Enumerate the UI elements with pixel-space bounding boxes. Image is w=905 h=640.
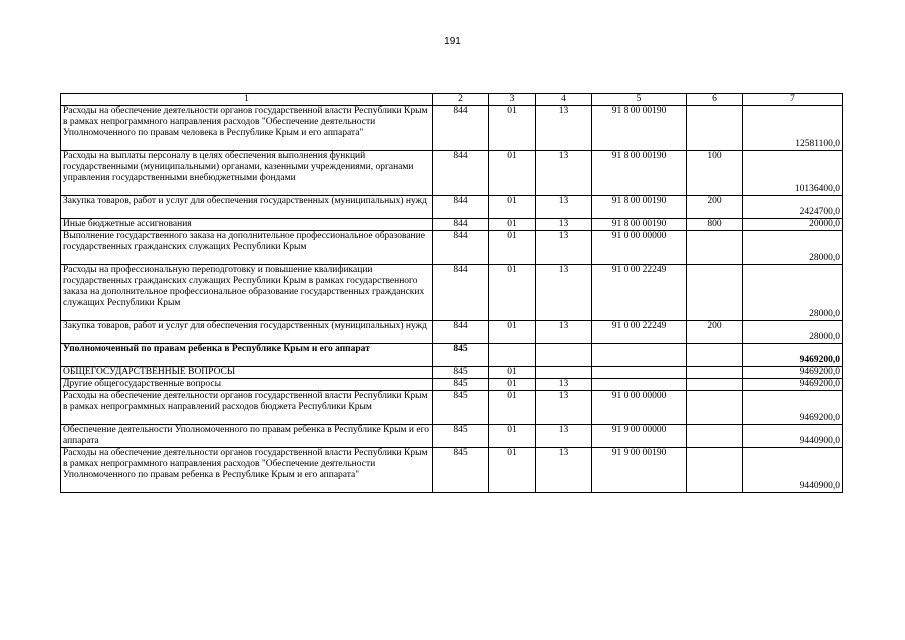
section-code-cell: 01 — [489, 151, 536, 196]
amount-cell: 20000,0 — [743, 219, 843, 231]
ministry-code-cell: 845 — [433, 344, 489, 367]
expense-type-cell — [687, 379, 743, 391]
section-code-cell: 01 — [489, 425, 536, 448]
expense-type-cell — [687, 448, 743, 493]
amount-cell: 2424700,0 — [743, 196, 843, 219]
column-header: 1 — [61, 94, 433, 106]
table-row — [61, 448, 843, 493]
amount-cell: 9469200,0 — [743, 391, 843, 425]
section-code-cell: 01 — [489, 321, 536, 344]
row-name-cell: Иные бюджетные ассигнования — [61, 219, 433, 231]
section-code-cell — [489, 344, 536, 367]
amount-cell: 9440900,0 — [743, 448, 843, 493]
ministry-code-cell: 845 — [433, 448, 489, 493]
subsection-code-cell — [536, 344, 592, 367]
amount-cell: 9469200,0 — [743, 379, 843, 391]
ministry-code-cell: 844 — [433, 219, 489, 231]
subsection-code-cell: 13 — [536, 219, 592, 231]
table-row — [61, 367, 843, 379]
expense-type-cell — [687, 106, 743, 151]
amount-cell: 9469200,0 — [743, 344, 843, 367]
row-name-cell: Закупка товаров, работ и услуг для обеспечения государственных (муниципальных) нужд — [61, 321, 433, 344]
section-code-cell: 01 — [489, 379, 536, 391]
subsection-code-cell: 13 — [536, 379, 592, 391]
expense-type-cell — [687, 344, 743, 367]
ministry-code-cell: 844 — [433, 106, 489, 151]
amount-cell: 9440900,0 — [743, 425, 843, 448]
row-name-cell: ОБЩЕГОСУДАРСТВЕННЫЕ ВОПРОСЫ — [61, 367, 433, 379]
target-article-cell: 91 0 00 22249 — [592, 321, 687, 344]
ministry-code-cell: 844 — [433, 196, 489, 219]
target-article-cell — [592, 367, 687, 379]
expense-type-cell: 200 — [687, 321, 743, 344]
subsection-code-cell: 13 — [536, 265, 592, 321]
budget-table — [60, 93, 843, 493]
target-article-cell: 91 8 00 00190 — [592, 196, 687, 219]
section-code-cell: 01 — [489, 219, 536, 231]
subsection-code-cell: 13 — [536, 425, 592, 448]
target-article-cell: 91 9 00 00000 — [592, 425, 687, 448]
target-article-cell: 91 9 00 00190 — [592, 448, 687, 493]
section-code-cell: 01 — [489, 367, 536, 379]
amount-cell: 28000,0 — [743, 231, 843, 265]
column-header: 3 — [489, 94, 536, 106]
section-code-cell: 01 — [489, 106, 536, 151]
ministry-code-cell: 844 — [433, 231, 489, 265]
section-code-cell: 01 — [489, 448, 536, 493]
row-name-cell: Расходы на обеспечение деятельности органов государственной власти Республики Крым в рамках непрограммного направления расходов "Обеспечение деятельности Уполномоченного по правам человека в Республике Крым и его аппарата" — [61, 106, 433, 151]
column-header: 6 — [687, 94, 743, 106]
expense-type-cell: 800 — [687, 219, 743, 231]
subsection-code-cell: 13 — [536, 151, 592, 196]
row-name-cell: Расходы на обеспечение деятельности органов государственной власти Республики Крым в рамках непрограммного направления расходов "Обеспечение деятельности Уполномоченного по правам ребенка в Республике Крым и его аппарата" — [61, 448, 433, 493]
column-header: 4 — [536, 94, 592, 106]
table-row — [61, 425, 843, 448]
subsection-code-cell: 13 — [536, 391, 592, 425]
expense-type-cell — [687, 367, 743, 379]
row-name-cell: Обеспечение деятельности Уполномоченного по правам ребенка в Республике Крым и его аппарата — [61, 425, 433, 448]
section-code-cell: 01 — [489, 391, 536, 425]
amount-cell: 10136400,0 — [743, 151, 843, 196]
target-article-cell: 91 0 00 00000 — [592, 391, 687, 425]
target-article-cell: 91 8 00 00190 — [592, 219, 687, 231]
row-name-cell: Уполномоченный по правам ребенка в Республике Крым и его аппарат — [61, 344, 433, 367]
target-article-cell: 91 0 00 22249 — [592, 265, 687, 321]
table-row — [61, 151, 843, 196]
table-row — [61, 321, 843, 344]
amount-cell: 28000,0 — [743, 321, 843, 344]
target-article-cell — [592, 344, 687, 367]
expense-type-cell: 200 — [687, 196, 743, 219]
target-article-cell: 91 8 00 00190 — [592, 106, 687, 151]
table-row — [61, 219, 843, 231]
subsection-code-cell: 13 — [536, 106, 592, 151]
section-code-cell: 01 — [489, 265, 536, 321]
column-header: 2 — [433, 94, 489, 106]
column-header: 5 — [592, 94, 687, 106]
row-name-cell: Выполнение государственного заказа на дополнительное профессиональное образование государственных гражданских служащих Республики Крым — [61, 231, 433, 265]
table-row — [61, 231, 843, 265]
table-row — [61, 106, 843, 151]
amount-cell: 28000,0 — [743, 265, 843, 321]
section-code-cell: 01 — [489, 196, 536, 219]
section-code-cell: 01 — [489, 231, 536, 265]
target-article-cell — [592, 379, 687, 391]
row-name-cell: Расходы на выплаты персоналу в целях обеспечения выполнения функций государственными (муниципальными) органами, казенными учреждениями, органами управления государственными внебюджетными фондами — [61, 151, 433, 196]
table-header-row — [61, 94, 843, 106]
expense-type-cell: 100 — [687, 151, 743, 196]
amount-cell: 12581100,0 — [743, 106, 843, 151]
subsection-code-cell — [536, 367, 592, 379]
ministry-code-cell: 845 — [433, 367, 489, 379]
table-row — [61, 196, 843, 219]
ministry-code-cell: 844 — [433, 321, 489, 344]
amount-cell: 9469200,0 — [743, 367, 843, 379]
ministry-code-cell: 845 — [433, 425, 489, 448]
target-article-cell: 91 0 00 00000 — [592, 231, 687, 265]
row-name-cell: Закупка товаров, работ и услуг для обеспечения государственных (муниципальных) нужд — [61, 196, 433, 219]
expense-type-cell — [687, 425, 743, 448]
subsection-code-cell: 13 — [536, 448, 592, 493]
expense-type-cell — [687, 231, 743, 265]
ministry-code-cell: 845 — [433, 391, 489, 425]
target-article-cell: 91 8 00 00190 — [592, 151, 687, 196]
table-body — [61, 94, 843, 493]
subsection-code-cell: 13 — [536, 321, 592, 344]
row-name-cell: Другие общегосударственные вопросы — [61, 379, 433, 391]
expense-type-cell — [687, 391, 743, 425]
subsection-code-cell: 13 — [536, 196, 592, 219]
table-row — [61, 391, 843, 425]
table-row — [61, 379, 843, 391]
page-number: 191 — [444, 36, 461, 47]
ministry-code-cell: 844 — [433, 151, 489, 196]
subsection-code-cell: 13 — [536, 231, 592, 265]
row-name-cell: Расходы на обеспечение деятельности органов государственной власти Республики Крым в рамках непрограммных направлений расходов бюджета Республики Крым — [61, 391, 433, 425]
table-row — [61, 265, 843, 321]
column-header: 7 — [743, 94, 843, 106]
row-name-cell: Расходы на профессиональную переподготовку и повышение квалификации государственных гражданских служащих Республики Крым в рамках государственного заказа на дополнительное профессиональное образование государственных гражданских служащих Республики Крым — [61, 265, 433, 321]
expense-type-cell — [687, 265, 743, 321]
ministry-code-cell: 845 — [433, 379, 489, 391]
ministry-code-cell: 844 — [433, 265, 489, 321]
table-row — [61, 344, 843, 367]
